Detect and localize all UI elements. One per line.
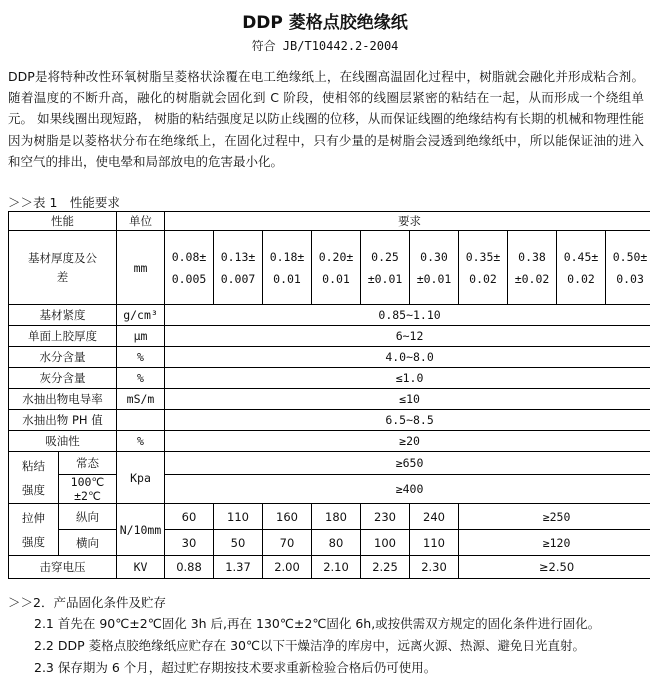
tensile-cd-value: 100 bbox=[361, 530, 410, 556]
thickness-value: 0.30 ±0.01 bbox=[410, 231, 459, 305]
tensile-cd-value: 80 bbox=[312, 530, 361, 556]
breakdown-value: 1.37 bbox=[214, 556, 263, 579]
row-unit: mS/m bbox=[117, 389, 165, 410]
row-value: 0.85~1.10 bbox=[165, 305, 650, 326]
row-unit: % bbox=[117, 431, 165, 452]
thickness-value: 0.35± 0.02 bbox=[459, 231, 508, 305]
tensile-md-value: 60 bbox=[165, 504, 214, 530]
row-label: 水抽出物电导率 bbox=[9, 389, 117, 410]
tensile-md-value: 230 bbox=[361, 504, 410, 530]
row-value: 6~12 bbox=[165, 326, 650, 347]
thickness-value: 0.18± 0.01 bbox=[263, 231, 312, 305]
thickness-value: 0.50± 0.03 bbox=[606, 231, 650, 305]
breakdown-rest: ≥2.50 bbox=[459, 556, 650, 579]
thickness-value: 0.38 ±0.02 bbox=[508, 231, 557, 305]
row-value: 6.5~8.5 bbox=[165, 410, 650, 431]
breakdown-value: 2.30 bbox=[410, 556, 459, 579]
thickness-value: 0.25 ±0.01 bbox=[361, 231, 410, 305]
breakdown-label: 击穿电压 bbox=[9, 556, 117, 579]
tensile-cd-value: 30 bbox=[165, 530, 214, 556]
row-value: ≤1.0 bbox=[165, 368, 650, 389]
tensile-md-label: 纵向 bbox=[59, 504, 117, 530]
tensile-cd-value: 110 bbox=[410, 530, 459, 556]
table-row bbox=[9, 305, 650, 326]
breakdown-unit: KV bbox=[117, 556, 165, 579]
standard-reference: 符合 JB/T10442.2-2004 bbox=[251, 39, 399, 53]
thickness-value: 0.45± 0.02 bbox=[557, 231, 606, 305]
breakdown-value: 2.00 bbox=[263, 556, 312, 579]
tensile-cd-row bbox=[9, 530, 650, 556]
breakdown-value: 2.25 bbox=[361, 556, 410, 579]
note-line: 2.2 DDP 菱格点胶绝缘纸应贮存在 30℃以下干燥洁净的库房中，远离火源、热源、避免日光直射。 bbox=[34, 638, 586, 653]
tensile-md-value: 160 bbox=[263, 504, 312, 530]
thickness-row bbox=[9, 231, 650, 305]
bond-unit: Kpa bbox=[117, 452, 165, 504]
row-unit: g/cm³ bbox=[117, 305, 165, 326]
row-label: 水分含量 bbox=[9, 347, 117, 368]
bond-normal-row bbox=[9, 452, 650, 475]
intro-paragraph: DDP是将特种改性环氧树脂呈菱格状涂覆在电工绝缘纸上，在线圈高温固化过程中，树脂就会融化并形成粘合剂。随着温度的不断升高，融化的树脂就会固化到 C 阶段，使相邻的线圈层紧密的粘结在一起，从而形成一个绕组单元。 如果线圈出现短路， 树脂的粘结强度足以防止线圈的位移，从而保证线圈的绝缘结构有长期的机械和物理性能 因为树脂是以菱格状分布在绝缘纸上，在固化过程中，只有少量的是树脂会浸透到绝缘纸中，所以能保证油的进入和空气的排出，使电晕和局部放电的危害最小化。 bbox=[8, 69, 644, 169]
row-label: 水抽出物 PH 值 bbox=[9, 410, 117, 431]
tensile-md-value: 240 bbox=[410, 504, 459, 530]
tensile-md-rest: ≥250 bbox=[459, 504, 650, 530]
bond-normal-label: 常态 bbox=[59, 452, 117, 475]
table-header-row bbox=[9, 212, 650, 231]
tensile-md-value: 110 bbox=[214, 504, 263, 530]
performance-table bbox=[8, 211, 650, 579]
tensile-cd-value: 70 bbox=[263, 530, 312, 556]
row-label: 单面上胶厚度 bbox=[9, 326, 117, 347]
table-row bbox=[9, 326, 650, 347]
thickness-value: 0.20± 0.01 bbox=[312, 231, 361, 305]
row-value: ≤10 bbox=[165, 389, 650, 410]
tensile-md-row bbox=[9, 504, 650, 530]
tensile-md-value: 180 bbox=[312, 504, 361, 530]
note-line: 2.1 首先在 90℃±2℃固化 3h 后,再在 130℃±2℃固化 6h,或按供需双方规定的固化条件进行固化。 bbox=[34, 616, 601, 631]
header-property: 性能 bbox=[9, 212, 117, 231]
table-heading: ＞＞表 1 性能要求 bbox=[8, 195, 120, 210]
row-label: 基材紧度 bbox=[9, 305, 117, 326]
bond-heated-row bbox=[9, 475, 650, 504]
row-label: 灰分含量 bbox=[9, 368, 117, 389]
row-unit: % bbox=[117, 347, 165, 368]
breakdown-row bbox=[9, 556, 650, 579]
row-value: 4.0~8.0 bbox=[165, 347, 650, 368]
section2-heading: ＞＞2．产品固化条件及贮存 bbox=[8, 595, 166, 610]
note-line: 2.3 保存期为 6 个月，超过贮存期按技术要求重新检验合格后仍可使用。 bbox=[34, 660, 437, 675]
header-requirement: 要求 bbox=[165, 212, 650, 231]
thickness-unit: mm bbox=[117, 231, 165, 305]
thickness-label: 基材厚度及公差 bbox=[9, 231, 117, 305]
tensile-cd-rest: ≥120 bbox=[459, 530, 650, 556]
table-row bbox=[9, 410, 650, 431]
tensile-unit: N/10mm bbox=[117, 504, 165, 556]
breakdown-value: 2.10 bbox=[312, 556, 361, 579]
row-unit: % bbox=[117, 368, 165, 389]
bond-normal-value: ≥650 bbox=[165, 452, 650, 475]
table-row bbox=[9, 368, 650, 389]
row-unit: μm bbox=[117, 326, 165, 347]
bond-heated-value: ≥400 bbox=[165, 475, 650, 504]
table-row bbox=[9, 389, 650, 410]
tensile-cd-label: 横向 bbox=[59, 530, 117, 556]
table-row bbox=[9, 347, 650, 368]
bond-heated-label: 100℃±2℃ bbox=[59, 475, 117, 504]
header-unit: 单位 bbox=[117, 212, 165, 231]
document-title: DDP 菱格点胶绝缘纸 bbox=[242, 13, 408, 33]
thickness-value: 0.08± 0.005 bbox=[165, 231, 214, 305]
table-row bbox=[9, 431, 650, 452]
breakdown-value: 0.88 bbox=[165, 556, 214, 579]
bond-label: 粘结强度 bbox=[9, 452, 59, 504]
row-value: ≥20 bbox=[165, 431, 650, 452]
row-unit bbox=[117, 410, 165, 431]
tensile-label: 拉伸强度 bbox=[9, 504, 59, 556]
tensile-cd-value: 50 bbox=[214, 530, 263, 556]
row-label: 吸油性 bbox=[9, 431, 117, 452]
thickness-value: 0.13± 0.007 bbox=[214, 231, 263, 305]
